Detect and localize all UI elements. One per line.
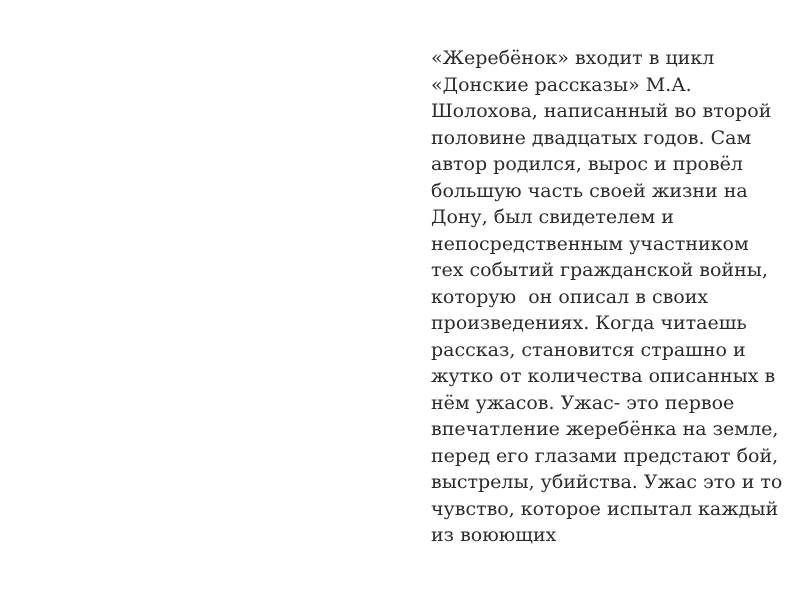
paragraph-line: тех событий гражданской войны, — [431, 259, 768, 281]
paragraph-line: которую он описал в своих — [431, 285, 709, 308]
paragraph-line: Шолохова, написанный во второй — [431, 100, 772, 122]
paragraph-line: чувство, которое испытал каждый — [431, 497, 779, 520]
paragraph-line: автор родился, вырос и провёл — [431, 153, 743, 175]
body-paragraph — [431, 45, 800, 549]
paragraph-line: Дону, был свидетелем и — [431, 206, 674, 228]
paragraph-line: рассказ, становится страшно и — [431, 338, 746, 361]
paragraph-line: «Донские рассказы» М.А. — [431, 73, 692, 96]
paragraph-line: половине двадцатых годов. Сам — [431, 126, 752, 149]
paragraph-line: непосредственным участником — [431, 232, 749, 255]
paragraph-line: впечатление жеребёнка на земле, — [431, 418, 779, 440]
paragraph-line: большую часть своей жизни на — [431, 179, 748, 202]
paragraph-line: нём ужасов. Ужас- это первое — [431, 391, 735, 414]
paragraph-line: «Жеребёнок» входит в цикл — [431, 47, 715, 69]
paragraph-line: жутко от количества описанных в — [431, 365, 776, 387]
paragraph-line: перед его глазами предстают бой, — [431, 444, 779, 467]
paragraph-line: выстрелы, убийства. Ужас это и то — [431, 471, 783, 493]
paragraph-line: из воюющих — [431, 524, 557, 546]
paragraph-line: произведениях. Когда читаешь — [431, 312, 747, 334]
